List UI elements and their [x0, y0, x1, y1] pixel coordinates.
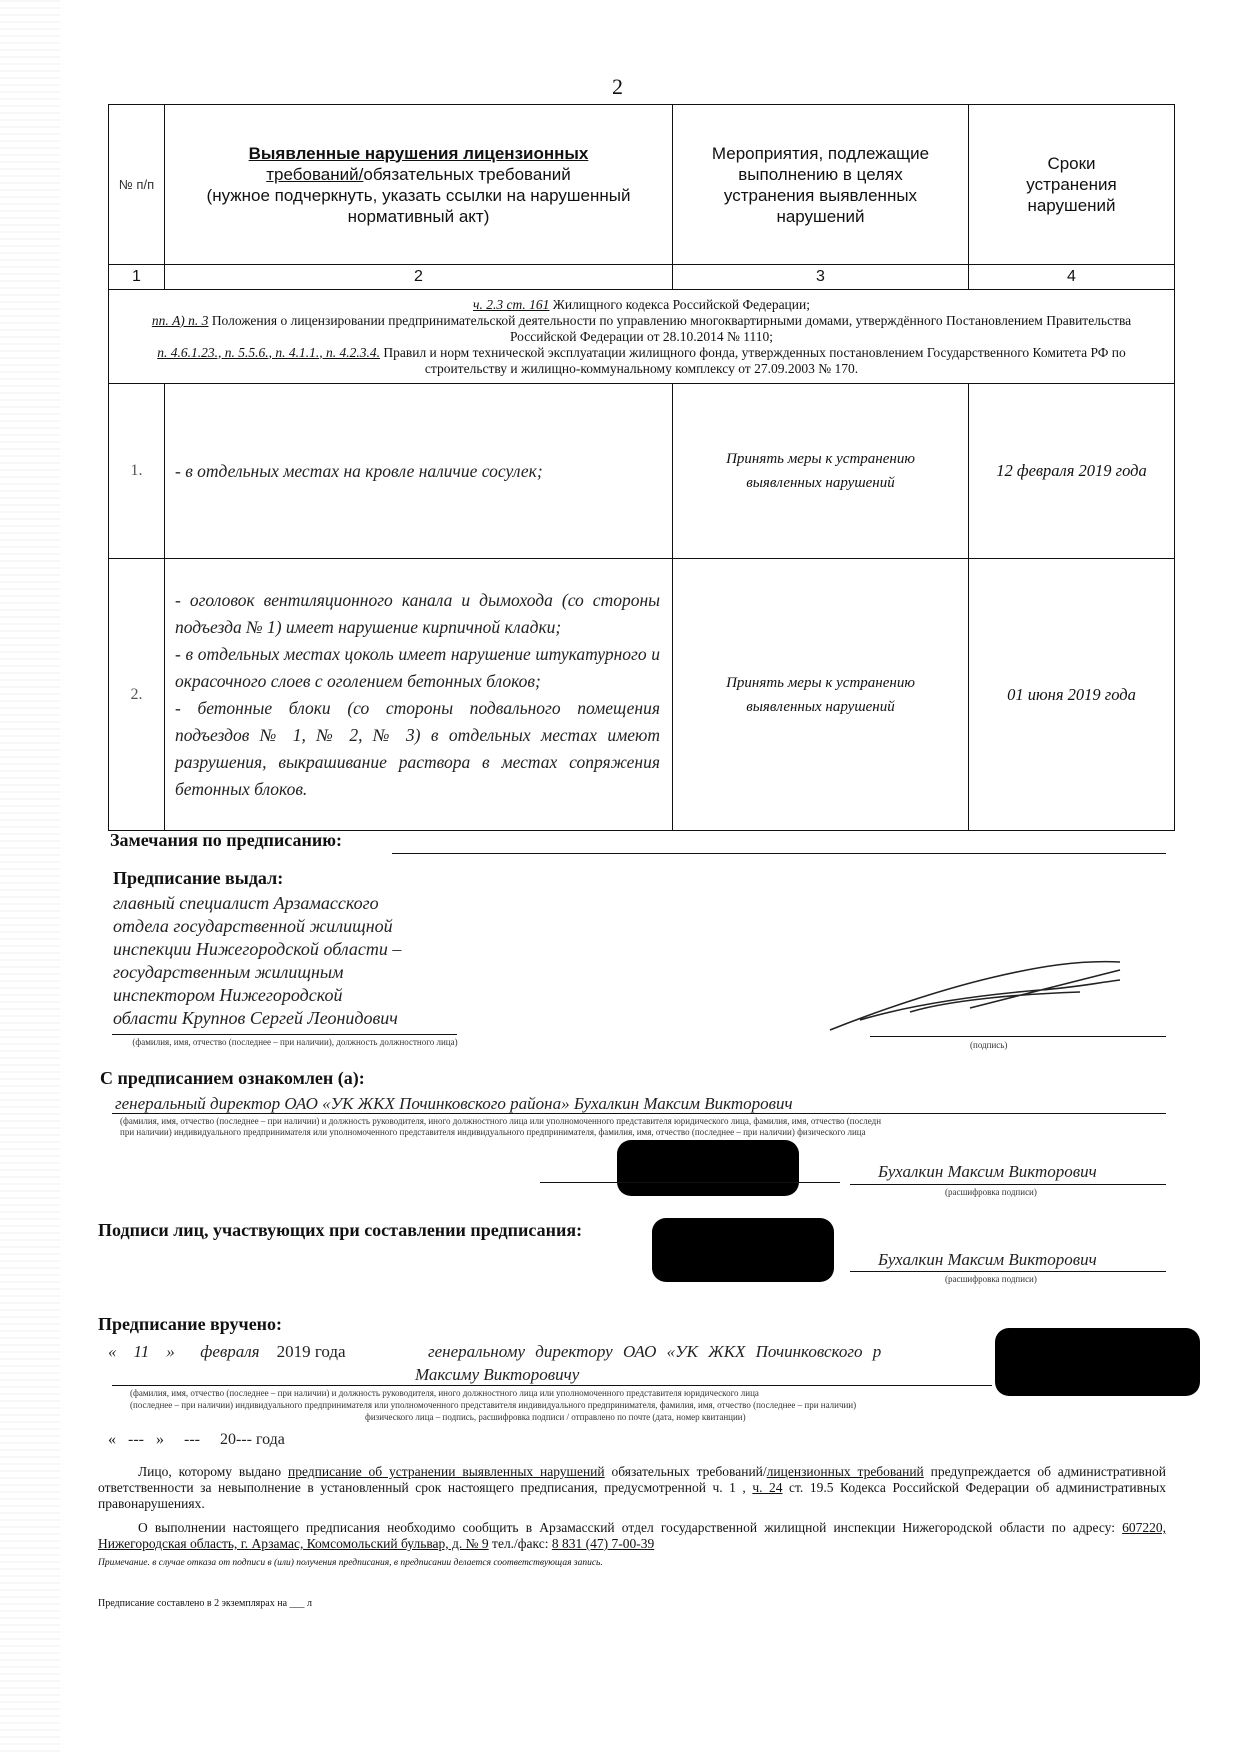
acquainted-label: С предписанием ознакомлен (а):: [100, 1068, 365, 1088]
handed-recipient-2: Максиму Викторовичу: [415, 1365, 580, 1384]
violation-item: - в отдельных местах цоколь имеет нарушение штукатурного и окрасочного слоев с оголением бетонных блоков;: [175, 643, 660, 691]
participants-decode-line: [850, 1271, 1166, 1272]
decode-caption: (расшифровка подписи): [945, 1187, 1037, 1197]
basis-ref-1: ч. 2.3 ст. 161: [473, 296, 550, 312]
basis-line-1: ч. 2.3 ст. 161 Жилищного кодекса Российской Федерации;: [473, 296, 810, 312]
participants-label: Подписи лиц, участвующих при составлении предписания:: [98, 1220, 583, 1240]
acquainted-decode: Бухалкин Максим Викторович: [878, 1162, 1097, 1181]
legal-basis: [109, 290, 1175, 384]
issued-by-label: Предписание выдал:: [113, 868, 284, 888]
header-violations: [165, 105, 673, 265]
acquainted-decode-line: [850, 1184, 1166, 1185]
footer-note: Примечание. в случае отказа от подписи в (или) получения предписания, в предписании делается соответствующая запись.: [98, 1558, 603, 1568]
handed-caption: (последнее – при наличии) индивидуального предпринимателя или уполномоченного представителя индивидуального предпринимателя, фамилия, имя, отчество (последнее – при наличии): [130, 1400, 857, 1410]
remarks-line: [392, 853, 1166, 854]
violation-item: - оголовок вентиляционного канала и дымохода (со стороны подъезда № 1) имеет нарушение кирпичной кладки;: [175, 589, 660, 637]
row-term: 12 февраля 2019 года: [969, 384, 1175, 559]
acquainted-line: [112, 1113, 1166, 1114]
issuer-line: [112, 1034, 457, 1035]
issuer-info: главный специалист Арзамасского отдела государственной жилищной инспекции Нижегородской области – государственным жилищным инспектором Нижегородской области Крупнов Сергей Леонидович: [113, 893, 402, 1028]
handed-caption: физического лица – подпись, расшифровка подписи / отправлено по почте (дата, номер квитанции): [365, 1412, 746, 1422]
row-number: 1.: [109, 384, 165, 559]
issuer-signature-image: [820, 950, 1180, 1045]
col-number: 1: [109, 265, 165, 290]
header-violations-line1: Выявленные нарушения лицензионных: [248, 143, 589, 163]
footer-paragraph-2: О выполнении настоящего предписания необходимо сообщить в Арзамасский отдел государственной жилищной инспекции Нижегородской области по адресу: 607220, Нижегородская область, г. Арзамас, Комсомольский бульвар, д. № 9 тел./факс: 8 831 (47) 7-00-39: [98, 1520, 1166, 1551]
sign-caption: (подпись): [970, 1040, 1008, 1050]
col-number: 4: [969, 265, 1175, 290]
col-number: 3: [673, 265, 969, 290]
acquainted-person: генеральный директор ОАО «УК ЖКХ Починковского района» Бухалкин Максим Викторович: [115, 1094, 793, 1113]
basis-ref-2: пп. А) п. 3: [151, 312, 209, 328]
handed-label: Предписание вручено:: [98, 1314, 283, 1334]
header-terms: Сроки устранения нарушений: [969, 105, 1175, 265]
page-number: 2: [612, 74, 623, 99]
header-violations-licensing: требований/: [266, 164, 364, 184]
handed-caption: (фамилия, имя, отчество (последнее – при наличии) и должность руководителя, иного должностного лица или уполномоченного представителя юридического лица: [130, 1388, 759, 1398]
acquainted-caption: (фамилия, имя, отчество (последнее – при наличии) и должность руководителя, иного должностного лица или уполномоченного представителя юридического лица, фамилия, имя, отчество (последн: [120, 1116, 882, 1126]
handed-date: « 11 » февраля 2019 года: [108, 1342, 346, 1361]
header-violations-line2: [165, 164, 672, 185]
table-row: [109, 384, 1175, 559]
header-num: № п/п: [109, 105, 165, 265]
legal-basis-row: [109, 290, 1175, 384]
footer-paragraph-1: Лицо, которому выдано предписание об устранении выявленных нарушений обязательных требований/лицензионных требований предупреждается об административной ответственности за невыполнение в установленный срок настоящего предписания, предусмотренной ч. 1 , ч. 24 ст. 19.5 Кодекса Российской Федерации об административных правонарушениях.: [98, 1464, 1167, 1511]
header-measures: Мероприятия, подлежащие выполнению в целях устранения выявленных нарушений: [673, 105, 969, 265]
basis-ref-3: п. 4.6.1.23., п. 5.5.6., п. 4.1.1., п. 4.2.3.4.: [157, 344, 380, 360]
handed-recipient: генеральному директору ОАО «УК ЖКХ Починковского р: [428, 1342, 882, 1361]
remarks-label: Замечания по предписанию:: [110, 830, 342, 850]
redaction: [617, 1140, 799, 1196]
row-number: 2.: [109, 559, 165, 831]
handed-line: [112, 1385, 992, 1386]
violation-item: - бетонные блоки (со стороны подвального помещения подъездов № 1, № 2, № 3) в отдельных местах имеют разрушения, выкрашивание раствора в местах сопряжения бетонных блоков.: [175, 697, 660, 799]
participants-decode: Бухалкин Максим Викторович: [878, 1250, 1097, 1269]
acquainted-sign-line: [540, 1182, 840, 1183]
decode-caption: (расшифровка подписи): [945, 1274, 1037, 1284]
header-violations-line3: (нужное подчеркнуть, указать ссылки на нарушенный нормативный акт): [206, 185, 631, 226]
table-row: [109, 559, 1175, 831]
row-measures: Принять меры к устранению выявленных нарушений: [673, 384, 969, 559]
row-violations: [165, 559, 673, 831]
row-violations: [165, 384, 673, 559]
scan-artifact: [0, 0, 60, 1753]
row-term: 01 июня 2019 года: [969, 559, 1175, 831]
issuer-caption: (фамилия, имя, отчество (последнее – при наличии), должность должностного лица): [132, 1037, 458, 1047]
copies-note: Предписание составлено в 2 экземплярах на ___ л: [98, 1598, 313, 1609]
col-number: 2: [165, 265, 673, 290]
basis-line-2: пп. А) п. 3 Положения о лицензировании предпринимательской деятельности по управлению многоквартирными домами, утверждённого Постановлением Правительства Российской Федерации от 28.10.2014 № 1110;: [151, 312, 1132, 344]
row-measures: Принять меры к устранению выявленных нарушений: [673, 559, 969, 831]
blank-date: « --- » --- 20--- года: [108, 1431, 285, 1448]
violations-table: [108, 104, 1175, 831]
basis-line-3: п. 4.6.1.23., п. 5.5.6., п. 4.1.1., п. 4.2.3.4. Правил и норм технической эксплуатации жилищного фонда, утвержденных постановлением Государственного Комитета РФ по строительству и жилищно-коммунальному комплексу от 27.09.2003 № 170.: [157, 344, 1126, 376]
table-header-row: [109, 105, 1175, 265]
acquainted-caption: при наличии) индивидуального предпринимателя или уполномоченного представителя индивидуального предпринимателя, фамилия, имя, отчество (последнее – при наличии) физического лица: [120, 1127, 866, 1137]
issuer-sign-line: [870, 1036, 1166, 1037]
column-numbers-row: [109, 265, 1175, 290]
redaction: [652, 1218, 834, 1282]
violation-item: - в отдельных местах на кровле наличие сосулек;: [175, 460, 543, 481]
redaction: [995, 1328, 1200, 1396]
header-violations-mandatory: обязательных требований: [363, 164, 571, 184]
